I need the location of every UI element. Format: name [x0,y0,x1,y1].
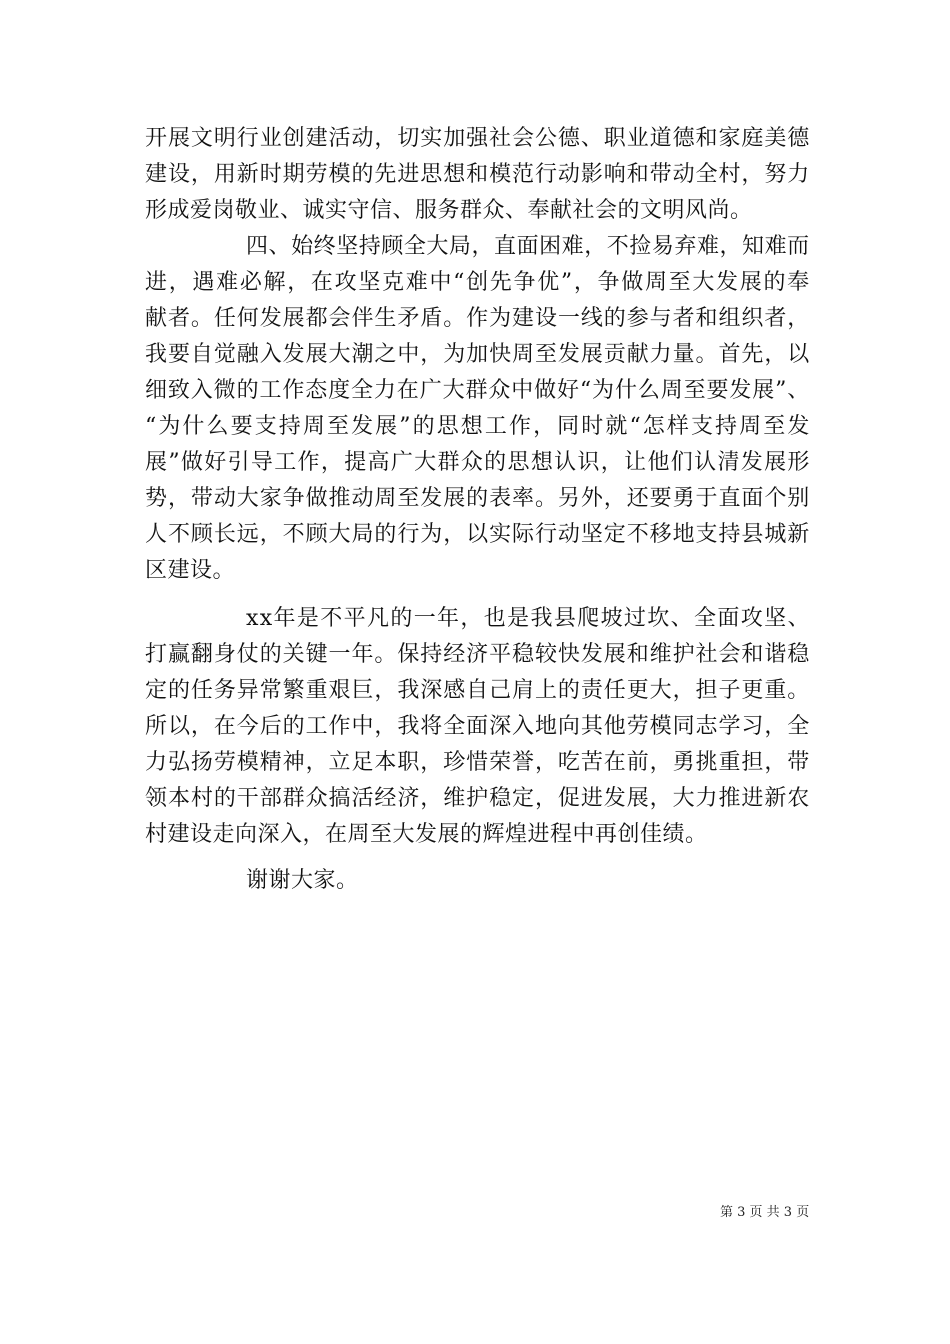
paragraph-3-line-3: 定 的 任 务 异 常 繁 重 艰 巨 ， 我 深 感 自 己 肩 上 的 责 任 更 大 ， 担 子 更 重 。 [145,678,810,703]
closing-line: 谢谢大家。 [246,868,359,893]
paragraph-1-line-2: 建 设 ， 用 新 时 期 劳 模 的 先 进 思 想 和 模 范 行 动 影 响 和 带 动 全 村 ， 努 力 [145,162,810,187]
paragraph-2-line-6: “ 为 什 么 要 支 持 周 至 发 展 ” 的 思 想 工 作 ， 同 时 就 “ 怎 样 支 持 周 至 发 [145,414,810,439]
paragraph-2-line-10: 区建设。 [145,558,236,583]
paragraph-2-line-7: 展 ” 做 好 引 导 工 作 ， 提 高 广 大 群 众 的 思 想 认 识 ， 让 他 们 认 清 发 展 形 [145,450,810,475]
paragraph-2-line-1: 四 、 始 终 坚 持 顾 全 大 局 ， 直 面 困 难 ， 不 捡 易 弃 难 ， 知 难 而 [246,234,810,259]
paragraph-3-line-1: x x 年 是 不 平 凡 的 一 年 ， 也 是 我 县 爬 坡 过 坎 、 全 面 攻 坚 、 [246,606,810,631]
paragraph-2-line-8: 势 ， 带 动 大 家 争 做 推 动 周 至 发 展 的 表 率 。 另 外 ， 还 要 勇 于 直 面 个 别 [145,486,810,511]
paragraph-3-line-7: 村建设走向深入，在周至大发展的辉煌进程中再创佳绩。 [145,822,708,847]
paragraph-3-line-2: 打 赢 翻 身 仗 的 关 键 一 年 。 保 持 经 济 平 稳 较 快 发 展 和 维 护 社 会 和 谐 稳 [145,642,810,667]
paragraph-3-line-6: 领 本 村 的 干 部 群 众 搞 活 经 济 ， 维 护 稳 定 ， 促 进 发 展 ， 大 力 推 进 新 农 [145,786,810,811]
paragraph-3-line-5: 力 弘 扬 劳 模 精 神 ， 立 足 本 职 ， 珍 惜 荣 誉 ， 吃 苦 在 前 ， 勇 挑 重 担 ， 带 [145,750,810,775]
paragraph-2-line-5: 细 致 入 微 的 工 作 态 度 全 力 在 广 大 群 众 中 做 好 “ 为 什 么 周 至 要 发 展 ” 、 [145,378,810,403]
paragraph-2-line-2: 进 ， 遇 难 必 解 ， 在 攻 坚 克 难 中 “ 创 先 争 优 ” ， 争 做 周 至 大 发 展 的 奉 [145,270,810,295]
paragraph-2-line-4: 我 要 自 觉 融 入 发 展 大 潮 之 中 ， 为 加 快 周 至 发 展 贡 献 力 量 。 首 先 ， 以 [145,342,810,367]
paragraph-2-line-3: 献 者 。 任 何 发 展 都 会 伴 生 矛 盾 。 作 为 建 设 一 线 的 参 与 者 和 组 织 者 ， [145,306,810,331]
paragraph-3-line-4: 所 以 ， 在 今 后 的 工 作 中 ， 我 将 全 面 深 入 地 向 其 他 劳 模 同 志 学 习 ， 全 [145,714,810,739]
paragraph-1-line-3: 形成爱岗敬业、诚实守信、服务群众、奉献社会的文明风尚。 [145,198,753,223]
paragraph-1-line-1: 开 展 文 明 行 业 创 建 活 动 ， 切 实 加 强 社 会 公 德 、 职 业 道 德 和 家 庭 美 德 [145,126,810,151]
page-number-footer: 第 3 页 共 3 页 [720,1205,810,1220]
paragraph-2-line-9: 人 不 顾 长 远 ， 不 顾 大 局 的 行 为 ， 以 实 际 行 动 坚 定 不 移 地 支 持 县 城 新 [145,522,810,547]
